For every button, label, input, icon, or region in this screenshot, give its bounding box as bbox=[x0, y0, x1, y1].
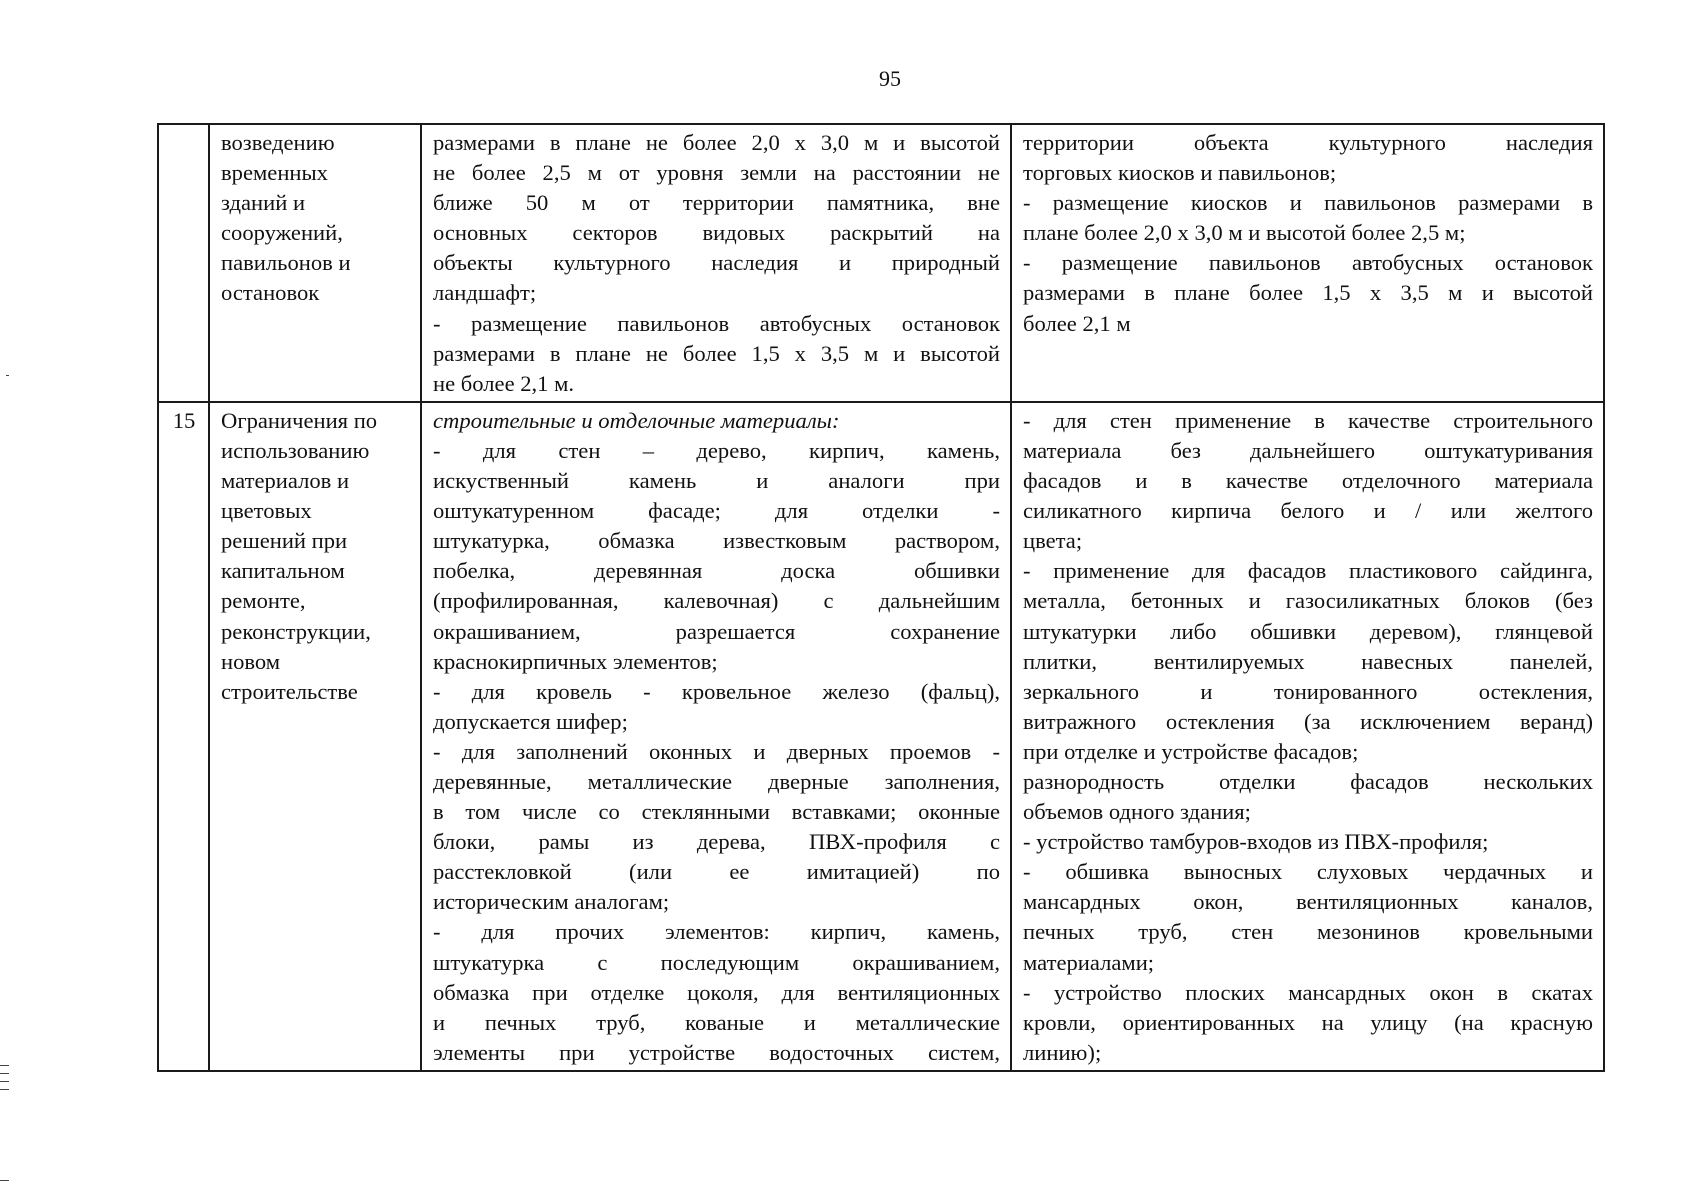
name-line: зданий и bbox=[221, 190, 306, 216]
allowed-line: штукатурка с последующим окрашиванием, bbox=[433, 949, 1000, 975]
name-line: временных bbox=[221, 160, 328, 186]
allowed-line: окрашиванием, разрешается сохранение bbox=[433, 618, 1000, 644]
forbidden-line: - для стен применение в качестве строительного bbox=[1023, 407, 1593, 433]
forbidden-line: штукатурки либо обшивки деревом), глянцевой bbox=[1023, 618, 1593, 644]
name-line: реконструкции, bbox=[221, 618, 371, 644]
name-line: строительстве bbox=[221, 678, 358, 704]
forbidden-line: материалами; bbox=[1023, 949, 1155, 975]
allowed-line: - для заполнений оконных и дверных проемов - bbox=[433, 738, 1000, 764]
row-number-cell: 15 bbox=[158, 402, 209, 1071]
allowed-line: объекты культурного наследия и природный bbox=[433, 250, 1000, 276]
forbidden-line: более 2,1 м bbox=[1023, 310, 1131, 336]
scan-mark bbox=[0, 1081, 9, 1082]
forbidden-line: объемов одного здания; bbox=[1023, 799, 1251, 825]
allowed-line: (профилированная, калевочная) с дальнейшим bbox=[433, 588, 1000, 614]
name-line: использованию bbox=[221, 437, 370, 463]
forbidden-line: территории объекта культурного наследия bbox=[1023, 130, 1593, 155]
scan-mark bbox=[0, 1073, 9, 1074]
table-row bbox=[158, 124, 1604, 402]
allowed-heading: строительные и отделочные материалы: bbox=[433, 407, 840, 433]
name-line: Ограничения по bbox=[221, 407, 378, 433]
scan-mark bbox=[6, 375, 9, 376]
name-line: материалов и bbox=[221, 468, 350, 494]
allowed-requirements-cell bbox=[421, 124, 1011, 402]
allowed-line: размерами в плане не более 2,0 х 3,0 м и высотой bbox=[433, 130, 1000, 155]
table-row bbox=[158, 402, 1604, 1071]
name-line: остановок bbox=[221, 280, 320, 306]
allowed-line: не более 2,1 м. bbox=[433, 370, 575, 396]
forbidden-line: - размещение киосков и павильонов размерами в bbox=[1023, 190, 1593, 216]
allowed-line: элементы при устройстве водосточных систем, bbox=[433, 1039, 1000, 1065]
forbidden-line: линию); bbox=[1023, 1039, 1102, 1065]
allowed-requirements-cell bbox=[421, 402, 1011, 1071]
row-number-cell bbox=[158, 124, 209, 402]
allowed-line: - для прочих элементов: кирпич, камень, bbox=[433, 919, 1000, 945]
name-line: цветовых bbox=[221, 498, 312, 524]
forbidden-line: - размещение павильонов автобусных остановок bbox=[1023, 250, 1593, 276]
forbidden-line: - устройство плоских мансардных окон в скатах bbox=[1023, 979, 1593, 1005]
name-line: капитальном bbox=[221, 558, 345, 584]
allowed-line: побелка, деревянная доска обшивки bbox=[433, 558, 1000, 584]
forbidden-line: металла, бетонных и газосиликатных блоков (без bbox=[1023, 588, 1593, 614]
allowed-line: штукатурка, обмазка известковым раствором, bbox=[433, 528, 1000, 554]
name-line: возведению bbox=[221, 130, 335, 155]
forbidden-line: размерами в плане более 1,5 х 3,5 м и высотой bbox=[1023, 280, 1593, 306]
allowed-line: искуственный камень и аналоги при bbox=[433, 468, 1000, 494]
forbidden-line: кровли, ориентированных на улицу (на красную bbox=[1023, 1009, 1593, 1035]
row-name-cell bbox=[209, 124, 421, 402]
name-line: новом bbox=[221, 648, 281, 674]
page-number: 95 bbox=[879, 66, 901, 91]
forbidden-line: - применение для фасадов пластикового сайдинга, bbox=[1023, 558, 1593, 584]
scan-mark bbox=[0, 1065, 9, 1066]
allowed-line: размерами в плане не более 1,5 х 3,5 м и высотой bbox=[433, 340, 1000, 366]
forbidden-requirements-cell bbox=[1011, 402, 1604, 1071]
forbidden-line: - обшивка выносных слуховых чердачных и bbox=[1023, 859, 1593, 885]
allowed-line: расстекловкой (или ее имитацией) по bbox=[433, 859, 1000, 885]
allowed-line: в том числе со стеклянными вставками; оконные bbox=[433, 799, 1000, 825]
allowed-line: основных секторов видовых раскрытий на bbox=[433, 220, 1000, 246]
allowed-line: краснокирпичных элементов; bbox=[433, 648, 718, 674]
forbidden-line: печных труб, стен мезонинов кровельными bbox=[1023, 919, 1593, 945]
forbidden-line: плитки, вентилируемых навесных панелей, bbox=[1023, 648, 1593, 674]
allowed-line: - размещение павильонов автобусных остановок bbox=[433, 310, 1000, 336]
scan-mark bbox=[0, 1089, 9, 1090]
allowed-line: историческим аналогам; bbox=[433, 889, 670, 915]
name-line: ремонте, bbox=[221, 588, 306, 614]
allowed-line: ландшафт; bbox=[433, 280, 537, 306]
name-line: решений при bbox=[221, 528, 348, 554]
forbidden-line: зеркального и тонированного остекления, bbox=[1023, 678, 1593, 704]
allowed-line: допускается шифер; bbox=[433, 708, 628, 734]
forbidden-line: силикатного кирпича белого и / или желтого bbox=[1023, 498, 1593, 524]
allowed-line: оштукатуренном фасаде; для отделки - bbox=[433, 498, 1000, 524]
name-line: сооружений, bbox=[221, 220, 343, 246]
allowed-line: - для стен – дерево, кирпич, камень, bbox=[433, 437, 1000, 463]
scan-mark bbox=[0, 1180, 9, 1181]
forbidden-line: при отделке и устройстве фасадов; bbox=[1023, 738, 1359, 764]
row-name-cell bbox=[209, 402, 421, 1071]
forbidden-line: мансардных окон, вентиляционных каналов, bbox=[1023, 889, 1593, 915]
allowed-line: ближе 50 м от территории памятника, вне bbox=[433, 190, 1000, 216]
forbidden-line: цвета; bbox=[1023, 528, 1083, 554]
allowed-line: - для кровель - кровельное железо (фальц), bbox=[433, 678, 1000, 704]
allowed-line: не более 2,5 м от уровня земли на расстоянии не bbox=[433, 160, 1000, 186]
forbidden-line: разнородность отделки фасадов нескольких bbox=[1023, 768, 1593, 794]
forbidden-requirements-cell bbox=[1011, 124, 1604, 402]
forbidden-line: фасадов и в качестве отделочного материала bbox=[1023, 468, 1593, 494]
allowed-line: обмазка при отделке цоколя, для вентиляционных bbox=[433, 979, 1000, 1005]
allowed-line: блоки, рамы из дерева, ПВХ-профиля с bbox=[433, 829, 1000, 855]
forbidden-line: торговых киосков и павильонов; bbox=[1023, 160, 1337, 186]
forbidden-line: витражного остекления (за исключением веранд) bbox=[1023, 708, 1593, 734]
forbidden-line: - устройство тамбуров-входов из ПВХ-профиля; bbox=[1023, 829, 1489, 855]
regulations-table bbox=[157, 123, 1605, 1072]
allowed-line: и печных труб, кованые и металлические bbox=[433, 1009, 1000, 1035]
forbidden-line: материала без дальнейшего оштукатуривания bbox=[1023, 437, 1593, 463]
name-line: павильонов и bbox=[221, 250, 351, 276]
allowed-line: деревянные, металлические дверные заполнения, bbox=[433, 768, 1000, 794]
forbidden-line: плане более 2,0 х 3,0 м и высотой более 2,5 м; bbox=[1023, 220, 1466, 246]
